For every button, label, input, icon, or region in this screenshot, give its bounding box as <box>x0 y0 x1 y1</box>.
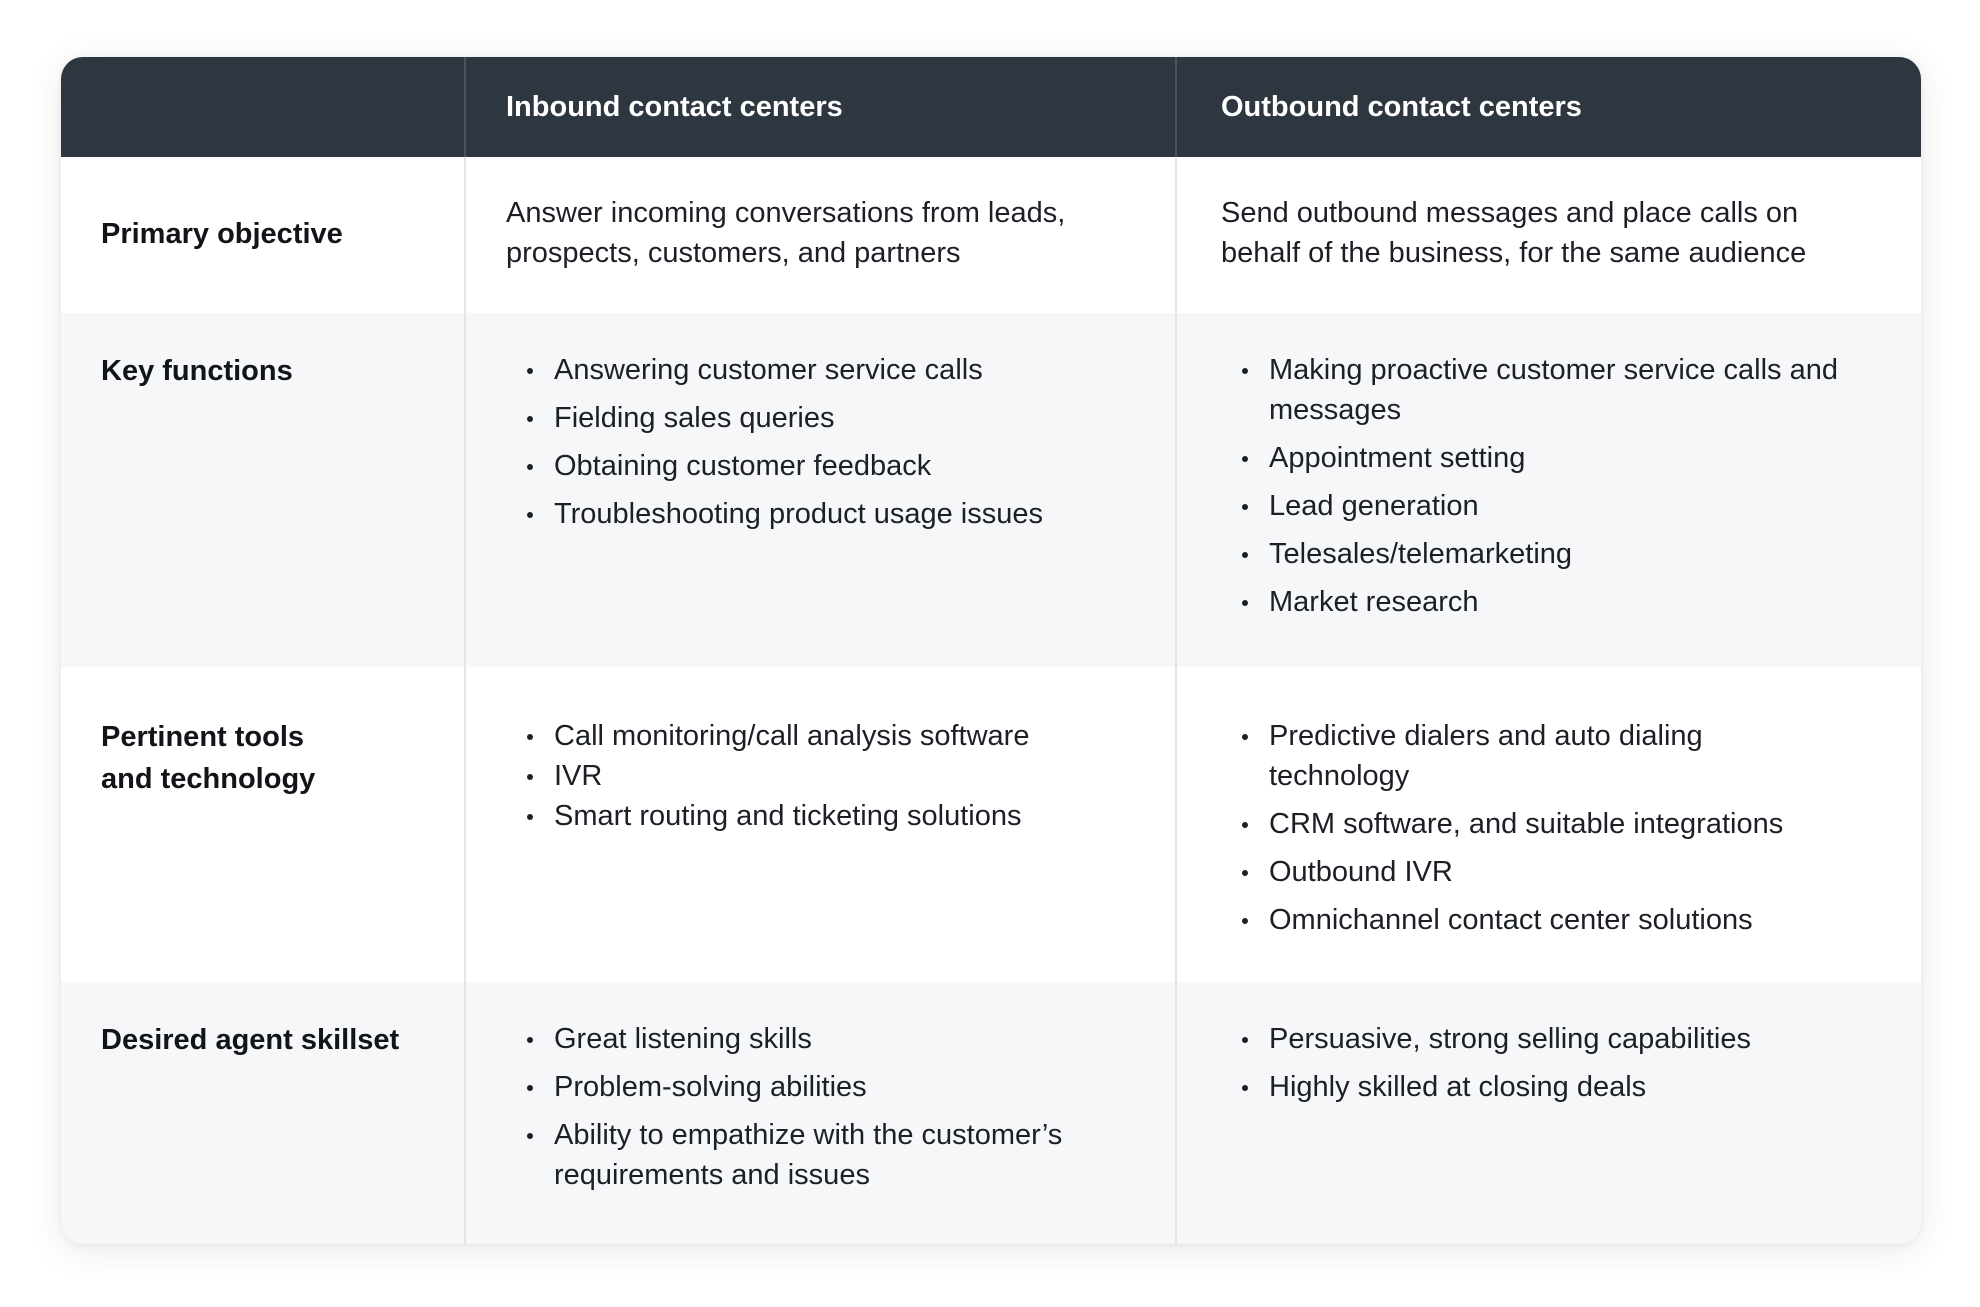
inbound-functions-list <box>506 350 1151 534</box>
list-item: Ability to empathize with the customer’s requirements and issues <box>506 1115 1066 1195</box>
list-item: Predictive dialers and auto dialing technology <box>1221 716 1841 796</box>
row-label-cell <box>61 313 464 667</box>
row-label-skillset: Desired agent skillset <box>101 1024 400 1056</box>
row-label-primary-objective: Primary objective <box>101 218 343 250</box>
header-cell-inbound: Inbound contact centers <box>464 57 1175 157</box>
row-label-cell <box>61 157 464 313</box>
row-label-cell <box>61 982 464 1244</box>
list-item: Highly skilled at closing deals <box>1221 1067 1901 1107</box>
list-item: Call monitoring/call analysis software <box>506 716 1151 756</box>
list-item: Making proactive customer service calls and messages <box>1221 350 1841 430</box>
inbound-tools-list <box>506 716 1151 836</box>
list-item: Outbound IVR <box>1221 852 1841 892</box>
header-cell-outbound: Outbound contact centers <box>1175 57 1921 157</box>
row-label-tools: Pertinent tools and technology <box>101 721 316 795</box>
inbound-objective-text: Answer incoming conversations from leads, prospects, customers, and partners <box>506 197 1066 269</box>
table-row-tools <box>61 667 1921 982</box>
outbound-tools-list <box>1221 716 1841 940</box>
table-row-key-functions <box>61 313 1921 667</box>
outbound-cell <box>1175 313 1921 667</box>
outbound-cell <box>1175 982 1921 1244</box>
outbound-skills-list <box>1221 1019 1901 1107</box>
list-item: Troubleshooting product usage issues <box>506 494 1151 534</box>
table-row-primary-objective <box>61 157 1921 313</box>
list-item: Obtaining customer feedback <box>506 446 1151 486</box>
outbound-functions-list <box>1221 350 1841 622</box>
table-header-row <box>61 57 1921 157</box>
comparison-table <box>61 57 1921 1244</box>
list-item: Appointment setting <box>1221 438 1841 478</box>
outbound-objective-text: Send outbound messages and place calls on behalf of the business, for the same audience <box>1221 197 1807 269</box>
table-row-skillset <box>61 982 1921 1244</box>
row-label-cell <box>61 667 464 982</box>
row-label-key-functions: Key functions <box>101 355 293 387</box>
outbound-cell <box>1175 667 1921 982</box>
list-item: Smart routing and ticketing solutions <box>506 796 1151 836</box>
inbound-cell <box>464 982 1175 1244</box>
outbound-cell <box>1175 157 1921 313</box>
list-item: Market research <box>1221 582 1841 622</box>
header-cell-empty <box>61 57 464 157</box>
list-item: Problem-solving abilities <box>506 1067 1066 1107</box>
inbound-cell <box>464 313 1175 667</box>
inbound-skills-list <box>506 1019 1066 1195</box>
list-item: Omnichannel contact center solutions <box>1221 900 1841 940</box>
inbound-cell <box>464 667 1175 982</box>
list-item: IVR <box>506 756 1151 796</box>
list-item: Great listening skills <box>506 1019 1066 1059</box>
list-item: Answering customer service calls <box>506 350 1151 390</box>
list-item: Fielding sales queries <box>506 398 1151 438</box>
list-item: CRM software, and suitable integrations <box>1221 804 1841 844</box>
list-item: Lead generation <box>1221 486 1841 526</box>
list-item: Persuasive, strong selling capabilities <box>1221 1019 1901 1059</box>
inbound-cell <box>464 157 1175 313</box>
list-item: Telesales/telemarketing <box>1221 534 1841 574</box>
